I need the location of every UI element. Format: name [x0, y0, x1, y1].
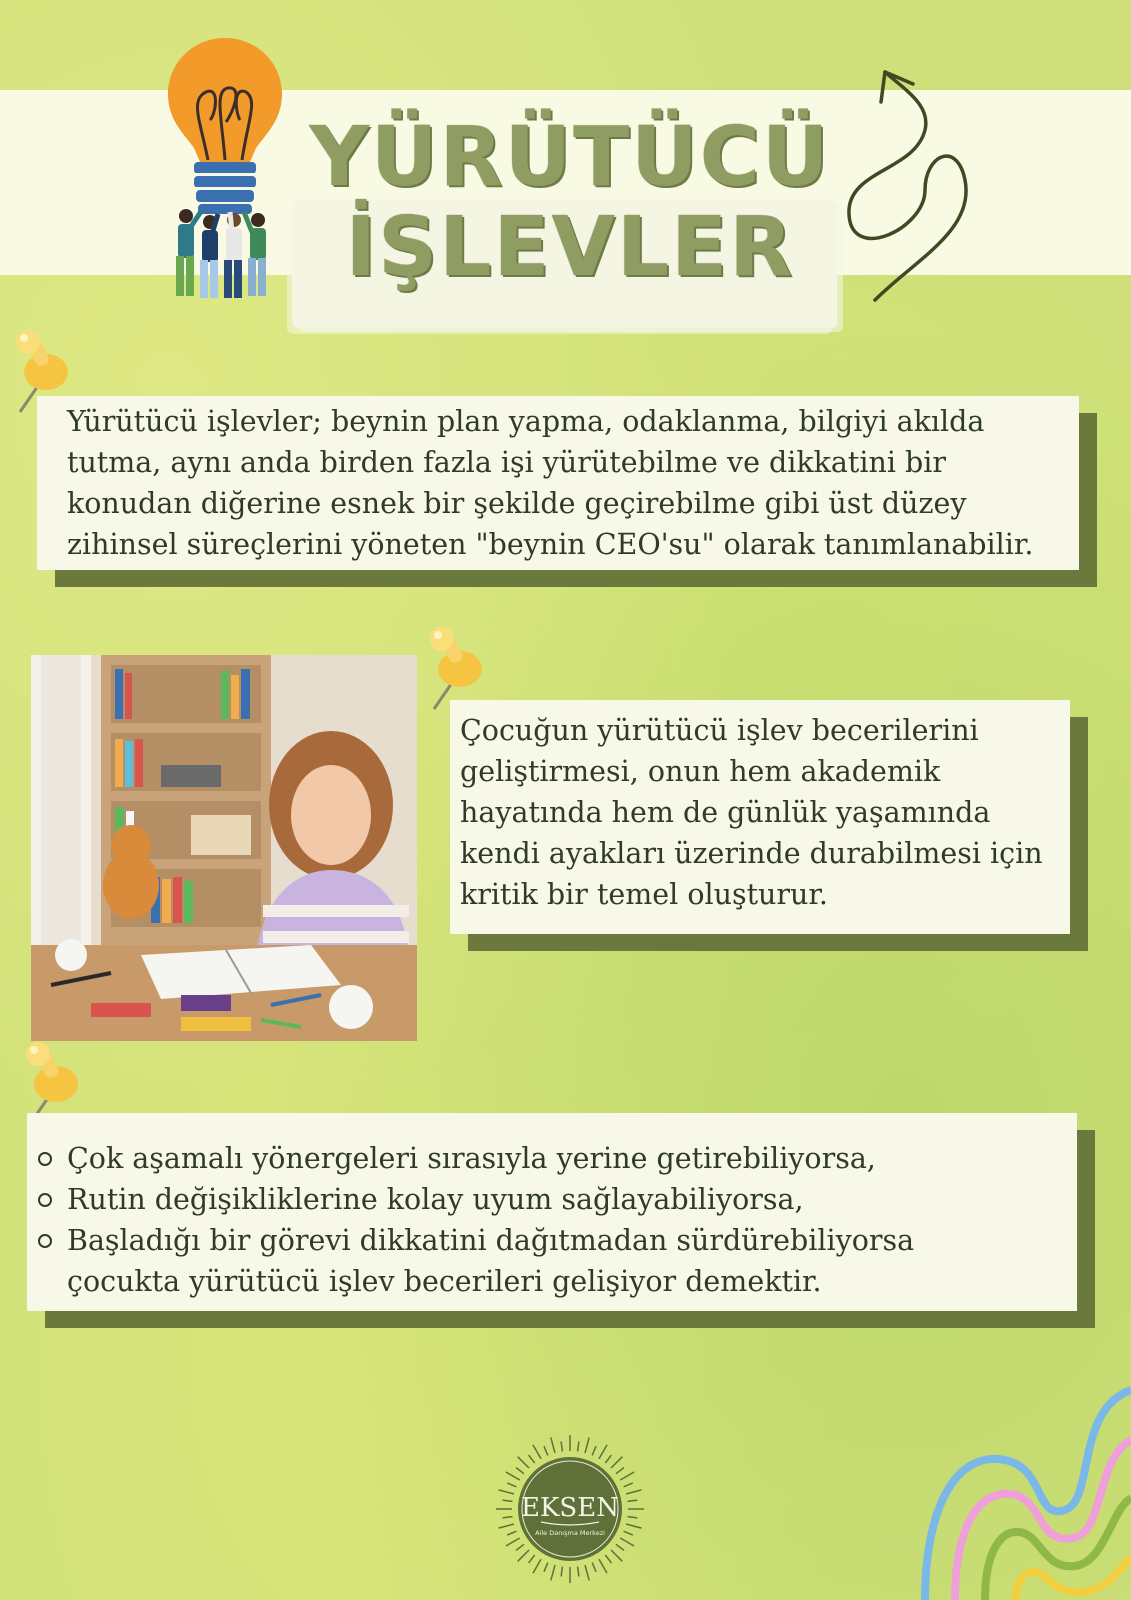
- definition-card: [37, 396, 1079, 570]
- logo-ray: [624, 1531, 633, 1535]
- logo-ray: [605, 1455, 611, 1463]
- logo-ray: [585, 1565, 589, 1580]
- decorative-squiggle: [915, 1370, 1131, 1600]
- logo-name: EKSEN: [521, 1493, 619, 1523]
- logo-ray: [507, 1483, 516, 1487]
- logo-ray: [533, 1445, 541, 1459]
- eksen-logo: [493, 1432, 647, 1586]
- logo-ray: [628, 1500, 638, 1501]
- text-line: Yürütücü işlevler; beynin plan yapma, odaklanma, bilgiyi akılda: [67, 405, 985, 438]
- text-line: geliştirmesi, onun hem akademik: [460, 755, 941, 788]
- logo-ray: [578, 1567, 579, 1577]
- page-title-line-2: İŞLEVLER: [345, 200, 795, 295]
- logo-ray: [616, 1544, 624, 1550]
- text-line: Çocuğun yürütücü işlev becerilerini: [460, 714, 979, 747]
- logo-ray: [506, 1472, 520, 1480]
- logo-ray: [561, 1567, 562, 1577]
- logo-ray: [605, 1555, 611, 1563]
- logo-ray: [544, 1446, 548, 1455]
- logo-ray: [503, 1500, 513, 1501]
- list-item: [35, 1138, 1065, 1179]
- logo-ray: [518, 1457, 529, 1468]
- curly-arrow-icon: [845, 60, 985, 310]
- logo-ray: [616, 1468, 624, 1474]
- logo-ray: [599, 1445, 607, 1459]
- logo-ray: [599, 1559, 607, 1573]
- indicators-card: [27, 1113, 1077, 1311]
- closing-text: çocukta yürütücü işlev becerileri gelişiyor demektir.: [67, 1265, 822, 1298]
- logo-ray: [499, 1524, 514, 1528]
- logo-ray: [518, 1550, 529, 1561]
- logo-ray: [626, 1524, 641, 1528]
- definition-text: [67, 401, 1057, 565]
- indicators-list: [35, 1138, 1065, 1261]
- text-line: hayatında hem de günlük yaşamında: [460, 796, 991, 829]
- logo-ray: [551, 1438, 555, 1453]
- logo-ray: [620, 1472, 634, 1480]
- logo-subtitle: Aile Danışma Merkezi: [535, 1529, 605, 1537]
- logo-ray: [551, 1565, 555, 1580]
- text-line: kritik bir temel oluşturur.: [460, 878, 828, 911]
- text-line: zihinsel süreçlerini yöneten "beynin CEO'su" olarak tanımlanabilir.: [67, 528, 1034, 561]
- bullet-circle-icon: [38, 1152, 52, 1166]
- importance-card: [450, 700, 1070, 934]
- logo-ray: [507, 1531, 516, 1535]
- text-line: kendi ayakları üzerinde durabilmesi için: [460, 837, 1043, 870]
- logo-ray: [529, 1455, 535, 1463]
- bullet-circle-icon: [38, 1234, 52, 1248]
- logo-ray: [506, 1538, 520, 1546]
- logo-ray: [499, 1490, 514, 1494]
- page-title-line-1: YÜRÜTÜCÜ: [309, 110, 831, 205]
- bullet-circle-icon: [38, 1193, 52, 1207]
- logo-ray: [628, 1517, 638, 1518]
- list-item-text: Çok aşamalı yönergeleri sırasıyla yerine getirebiliyorsa,: [67, 1142, 876, 1175]
- logo-ray: [533, 1559, 541, 1573]
- logo-ray: [516, 1544, 524, 1550]
- logo-ray: [529, 1555, 535, 1563]
- logo-ray: [544, 1563, 548, 1572]
- list-item-text: Başladığı bir görevi dikkatini dağıtmadan sürdürebiliyorsa: [67, 1224, 915, 1257]
- logo-ray: [620, 1538, 634, 1546]
- logo-ray: [516, 1468, 524, 1474]
- logo-ray: [578, 1442, 579, 1452]
- logo-ray: [611, 1550, 622, 1561]
- logo-ray: [626, 1490, 641, 1494]
- logo-ray: [561, 1442, 562, 1452]
- logo-ray: [592, 1446, 596, 1455]
- list-item: [35, 1179, 1065, 1220]
- child-at-desk-photo: [31, 655, 417, 1041]
- text-line: konudan diğerine esnek bir şekilde geçirebilme gibi üst düzey: [67, 487, 967, 520]
- logo-ray: [592, 1563, 596, 1572]
- logo-ray: [624, 1483, 633, 1487]
- text-line: tutma, aynı anda birden fazla işi yürütebilme ve dikkatini bir: [67, 446, 946, 479]
- logo-ray: [611, 1457, 622, 1468]
- list-item-text: Rutin değişikliklerine kolay uyum sağlayabiliyorsa,: [67, 1183, 804, 1216]
- list-item: [35, 1220, 1065, 1261]
- logo-ray: [503, 1517, 513, 1518]
- logo-ray: [585, 1438, 589, 1453]
- importance-text: [460, 710, 1060, 915]
